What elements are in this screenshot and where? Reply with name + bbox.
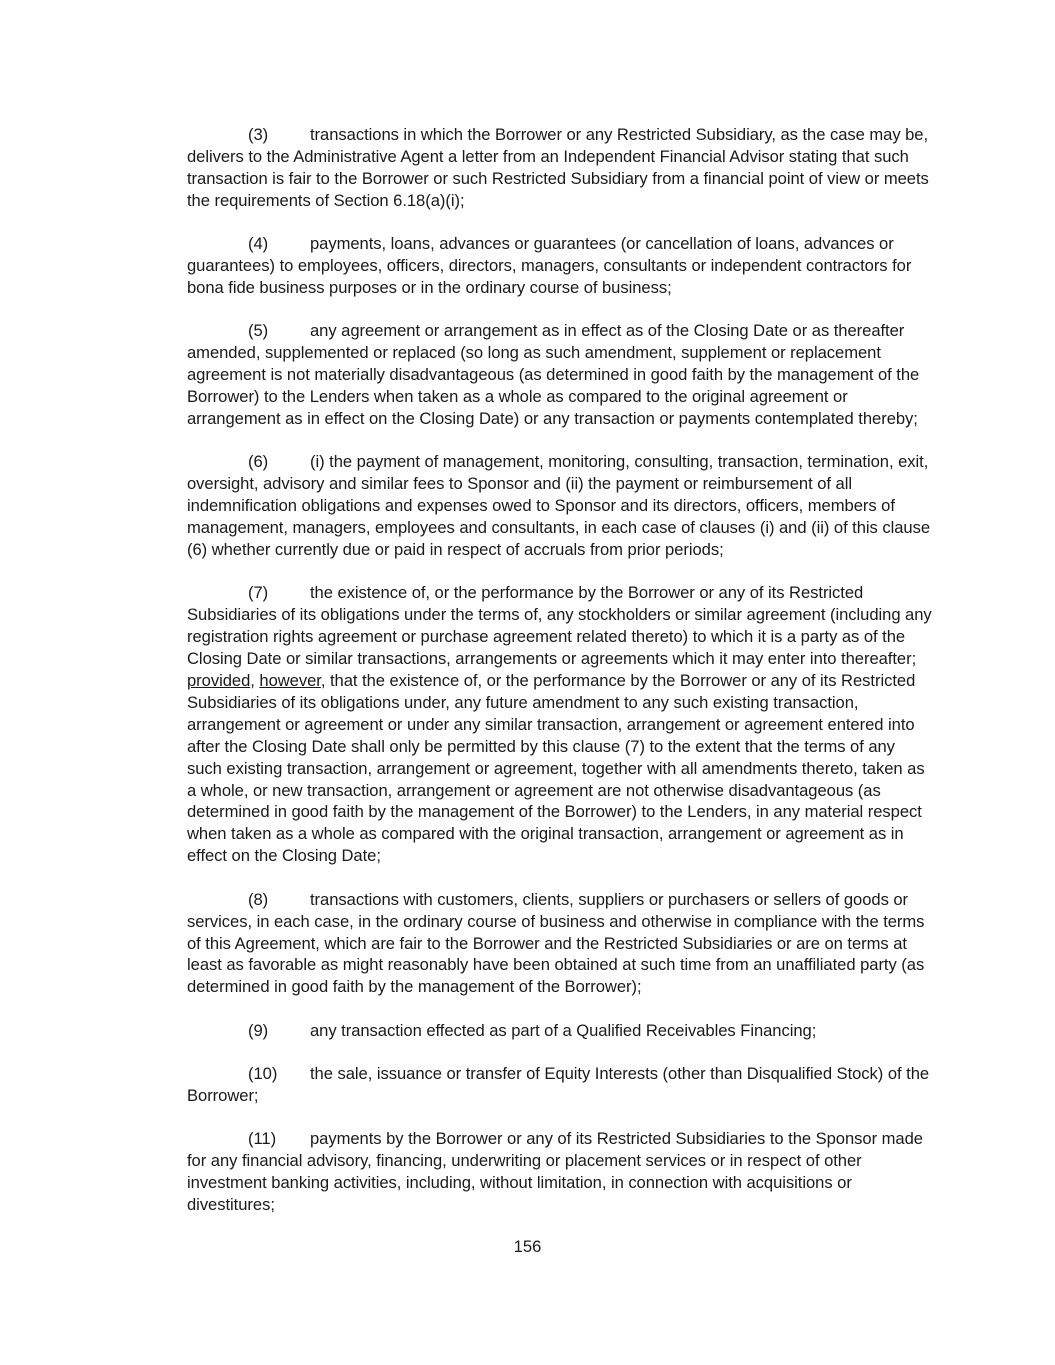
clause-number: (9) <box>248 1020 269 1040</box>
paragraph-11 <box>187 1128 933 1216</box>
clause-text-after: , that the existence of, or the performance by the Borrower or any of its Restricted Subsidiaries of its obligations under, any future amendment to any such existing transaction, arrangement or agreement or under any similar transaction, arrangement or agreement entered into after the Closing Date shall only be permitted by this clause (7) to the extent that the terms of any such existing transaction, arrangement or agreement, together with all amendments thereto, taken as a whole, or new transaction, arrangement or agreement are not otherwise disadvantageous (as determined in good faith by the management of the Borrower) to the Lenders, in any material respect when taken as a whole as compared with the original transaction, arrangement or agreement as in effect on the Closing Date; <box>187 671 925 866</box>
clause-number: (10) <box>248 1064 278 1084</box>
paragraph-8 <box>187 889 933 999</box>
clause-number: (11) <box>248 1129 277 1149</box>
clause-number: (4) <box>248 234 269 254</box>
paragraph-3 <box>187 124 933 212</box>
paragraph-10 <box>187 1063 933 1107</box>
paragraph-7 <box>187 582 933 867</box>
clause-text: transactions with customers, clients, suppliers or purchasers or sellers of goods or services, in each case, in the ordinary course of business and otherwise in compliance with the terms of this Agreement, which are fair to the Borrower and the Restricted Subsidiaries or are on terms at least as favorable as might reasonably have been obtained at such time from an unaffiliated party (as determined in good faith by the management of the Borrower); <box>187 889 925 997</box>
clause-text-before: the existence of, or the performance by the Borrower or any of its Restricted Subsidiaries of its obligations under the terms of, any stockholders or similar agreement (including any registration rights agreement or purchase agreement related thereto) to which it is a party as of the Closing Date or similar transactions, arrangements or agreements which it may enter into thereafter; <box>187 583 932 669</box>
clause-number: (8) <box>248 889 269 909</box>
clause-separator: , <box>250 671 260 691</box>
however-underlined: however <box>259 671 321 691</box>
document-body <box>187 124 933 1238</box>
paragraph-9 <box>187 1020 933 1042</box>
clause-number: (5) <box>248 321 269 341</box>
paragraph-4 <box>187 233 933 299</box>
clause-text: any transaction effected as part of a Qualified Receivables Financing; <box>310 1020 817 1040</box>
clause-number: (7) <box>248 583 269 603</box>
clause-text: any agreement or arrangement as in effect as of the Closing Date or as thereafter amended, supplemented or replaced (so long as such amendment, supplement or replacement agreement is not materially disadvantageous (as determined in good faith by the management of the Borrower) to the Lenders when taken as a whole as compared to the original agreement or arrangement as in effect on the Closing Date) or any transaction or payments contemplated thereby; <box>187 321 920 428</box>
clause-text: (i) the payment of management, monitoring, consulting, transaction, termination, exit, oversight, advisory and similar fees to Sponsor and (ii) the payment or reimbursement of all indemnification obligations and expenses owed to Sponsor and its directors, officers, members of management, managers, employees and consultants, in each case of clauses (i) and (ii) of this clause (6) whether currently due or paid in respect of accruals from prior periods; <box>187 452 931 559</box>
paragraph-6 <box>187 451 933 561</box>
page-number: 156 <box>513 1237 542 1256</box>
provided-underlined: provided <box>187 671 251 691</box>
clause-number: (3) <box>248 125 269 144</box>
clause-text: payments, loans, advances or guarantees (or cancellation of loans, advances or guarantees) to employees, officers, directors, managers, consultants or independent contractors for bona fide business purposes or in the ordinary course of business; <box>187 234 912 297</box>
clause-text: payments by the Borrower or any of its Restricted Subsidiaries to the Sponsor made for any financial advisory, financing, underwriting or placement services or in respect of other investment banking activities, including, without limitation, in connection with acquisitions or divestitures; <box>187 1129 923 1215</box>
clause-text: the sale, issuance or transfer of Equity Interests (other than Disqualified Stock) of the Borrower; <box>187 1064 930 1106</box>
paragraph-5 <box>187 320 933 430</box>
clause-text: transactions in which the Borrower or any Restricted Subsidiary, as the case may be, delivers to the Administrative Agent a letter from an Independent Financial Advisor stating that such transaction is fair to the Borrower or such Restricted Subsidiary from a financial point of view or meets the requirements of Section 6.18(a)(i); <box>187 125 929 210</box>
clause-number: (6) <box>248 452 269 472</box>
